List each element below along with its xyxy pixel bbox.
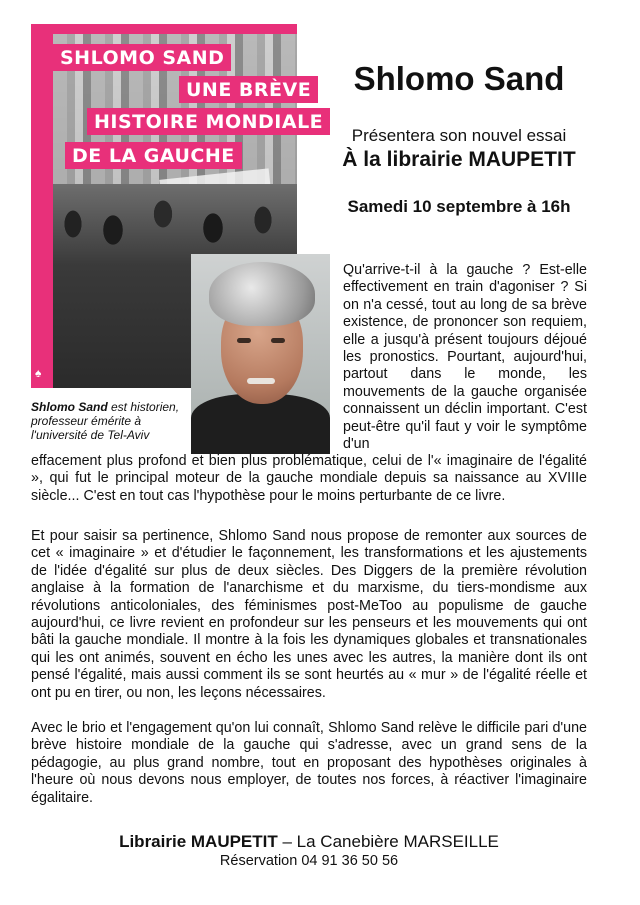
footer-separator: –: [277, 832, 297, 851]
cover-title-line-2: UNE BRÈVE: [179, 76, 318, 103]
paragraph-1-start: Qu'arrive-t-il à la gauche ? Est-elle effectivement en train d'agoniser ? Si on n'a cessé, tout au long de sa brève existence, de prononcer son requiem, elle a jusqu'à présent toujours déjoué les pronostics. Pourtant, aujourd'hui, partout dans le monde, les mouvements de la gauche organisée connaissent un déclin important. C'est peut-être qu'il faut y voir le symptôme d'un: [343, 262, 587, 453]
venue-title: À la librairie MAUPETIT: [342, 148, 576, 171]
footer-shop-name: Librairie MAUPETIT: [119, 832, 278, 851]
paragraph-2: Et pour saisir sa pertinence, Shlomo Sand nous propose de remonter aux sources de cet « imaginaire » et d'étudier le façonnement, les transformations et les ajustements de l'idée d'égalité sur plus de deux siècles. Des Diggers de la première révolution anglaise à la formation de l'anarchisme et du marxisme, du tiers-mondisme aux révolutions anticoloniales, des féminismes post-MeToo au populisme de gauche aujourd'hui, ce livre revient en profondeur sur les penseurs et les mouvements qui ont bâti la gauche mondiale. Il montre à la fois les dynamiques globales et transnationales qui les ont animés, souvent en écho les unes avec les autres, la manière dont ils ont pensé l'égalité, mais aussi comment ils se sont heurtés au « mur » de l'égalité réelle et ont pu en tirer, ou non, les leçons nécessaires.: [31, 528, 587, 701]
page-title: Shlomo Sand: [353, 60, 565, 97]
paragraph-1-end: effacement plus profond et bien plus problématique, celui de l'« imaginaire de l'égalité », qui fut le principal moteur de la gauche mondiale depuis sa naissance au XVIIIe siècle... C'est en tout cas l'hypothèse pour le moins perturbante de ce livre.: [31, 453, 587, 504]
caption-author: Shlomo Sand: [31, 400, 108, 414]
cover-title-line-1: SHLOMO SAND: [53, 44, 231, 71]
footer-reservation: Réservation 04 91 36 50 56: [219, 853, 399, 869]
event-date: Samedi 10 septembre à 16h: [347, 197, 571, 216]
footer-address: La Canebière MARSEILLE: [296, 832, 499, 851]
paragraph-3: Avec le brio et l'engagement qu'on lui connaît, Shlomo Sand relève le difficile pari d'une brève histoire mondiale de la gauche qui s'adresse, avec un grand sens de la pédagogie, au plus grand nombre, tout en proposant des hypothèses originales à l'heure où nous devons nous employer, de toutes nos forces, à réactiver l'imaginaire égalitaire.: [31, 720, 587, 806]
author-portrait: [191, 254, 330, 440]
portrait-caption: [31, 400, 191, 442]
footer-shop-line: [31, 832, 587, 852]
cover-title-line-4: DE LA GAUCHE: [65, 142, 242, 169]
cover-publisher: CAHIERS LIBRES La Découverte: [23, 188, 32, 324]
subtitle-presents: Présentera son nouvel essai: [351, 126, 567, 145]
caption-text: est historien, professeur émérite à l'université de Tel-Aviv: [31, 400, 180, 442]
cover-title-line-3: HISTOIRE MONDIALE: [87, 108, 330, 135]
publisher-logo-icon: ♠: [35, 366, 42, 380]
